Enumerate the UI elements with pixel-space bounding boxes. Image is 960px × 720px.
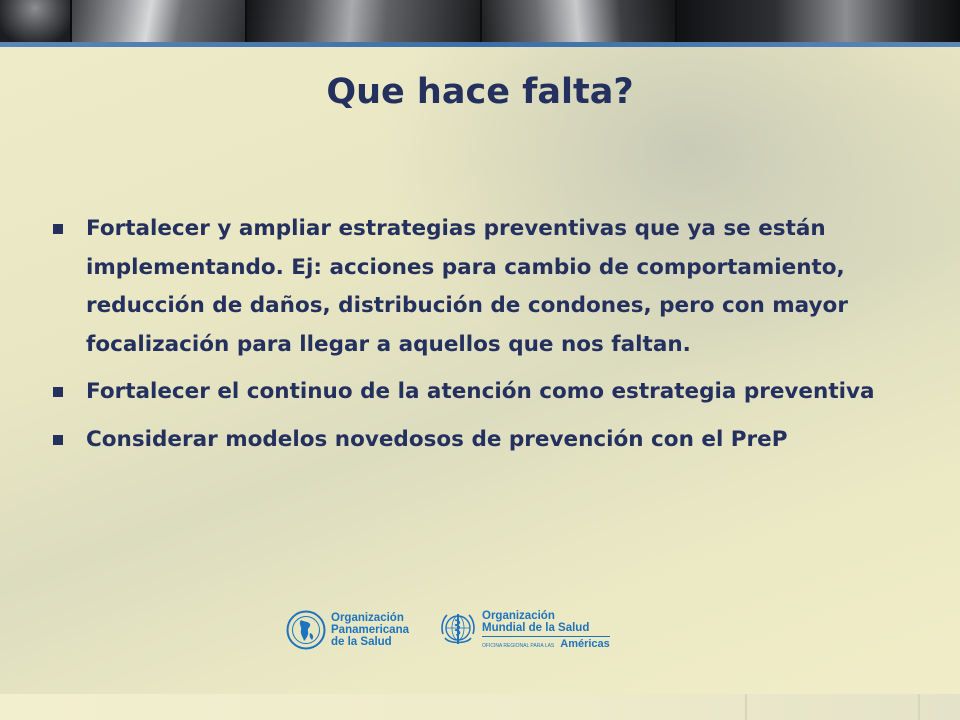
who-region-name: Américas bbox=[560, 638, 610, 650]
bullet-text: Fortalecer el continuo de la atención como estrategia preventiva bbox=[86, 379, 875, 404]
square-bullet-icon bbox=[53, 387, 63, 397]
who-name-line: Mundial de la Salud bbox=[482, 622, 590, 634]
paho-logo bbox=[286, 610, 409, 650]
slide-title: Que hace falta? bbox=[326, 72, 634, 112]
footer-divider bbox=[745, 694, 747, 720]
square-bullet-icon bbox=[53, 435, 63, 445]
banner-photo-segment bbox=[245, 0, 480, 44]
footer-strip bbox=[0, 694, 960, 720]
footer-divider bbox=[918, 694, 920, 720]
banner-divider bbox=[245, 0, 247, 44]
who-name-line: Organización bbox=[482, 610, 555, 622]
banner-photo-segment bbox=[0, 0, 70, 44]
bullet-item bbox=[48, 210, 908, 364]
bullet-text: Considerar modelos novedosos de prevención con el PreP bbox=[86, 426, 788, 452]
paho-name bbox=[331, 612, 409, 648]
banner-photo-segment bbox=[675, 0, 960, 44]
bullet-list bbox=[48, 210, 908, 468]
banner-photo-segment bbox=[480, 0, 675, 44]
bullet-text: Fortalecer y ampliar estrategias preventivas que ya se están implementando. Ej: acciones para cambio de comportamiento, reducción de daños, distribución de condones, pero con mayor focalización para llegar a aquellos que nos faltan. bbox=[86, 216, 848, 357]
who-logo bbox=[439, 610, 610, 650]
banner-divider bbox=[480, 0, 482, 44]
paho-name-line: Panamericana bbox=[331, 624, 409, 636]
bullet-item bbox=[48, 421, 908, 460]
paho-globe-icon bbox=[286, 610, 326, 650]
header-accent-line bbox=[0, 42, 960, 47]
banner-photo-segment bbox=[70, 0, 245, 44]
header-photo-banner bbox=[0, 0, 960, 44]
who-regional-office bbox=[482, 638, 610, 650]
banner-divider bbox=[675, 0, 677, 44]
paho-name-line: Organización bbox=[331, 612, 404, 624]
who-name-block bbox=[477, 610, 610, 650]
who-emblem-icon bbox=[439, 610, 477, 650]
square-bullet-icon bbox=[53, 224, 63, 234]
who-regional-label: OFICINA REGIONAL PARA LAS bbox=[482, 643, 555, 649]
bullet-item bbox=[48, 373, 908, 412]
who-name bbox=[482, 610, 610, 637]
organization-logos bbox=[286, 610, 610, 650]
paho-name-line: de la Salud bbox=[331, 636, 392, 648]
banner-divider bbox=[70, 0, 72, 44]
